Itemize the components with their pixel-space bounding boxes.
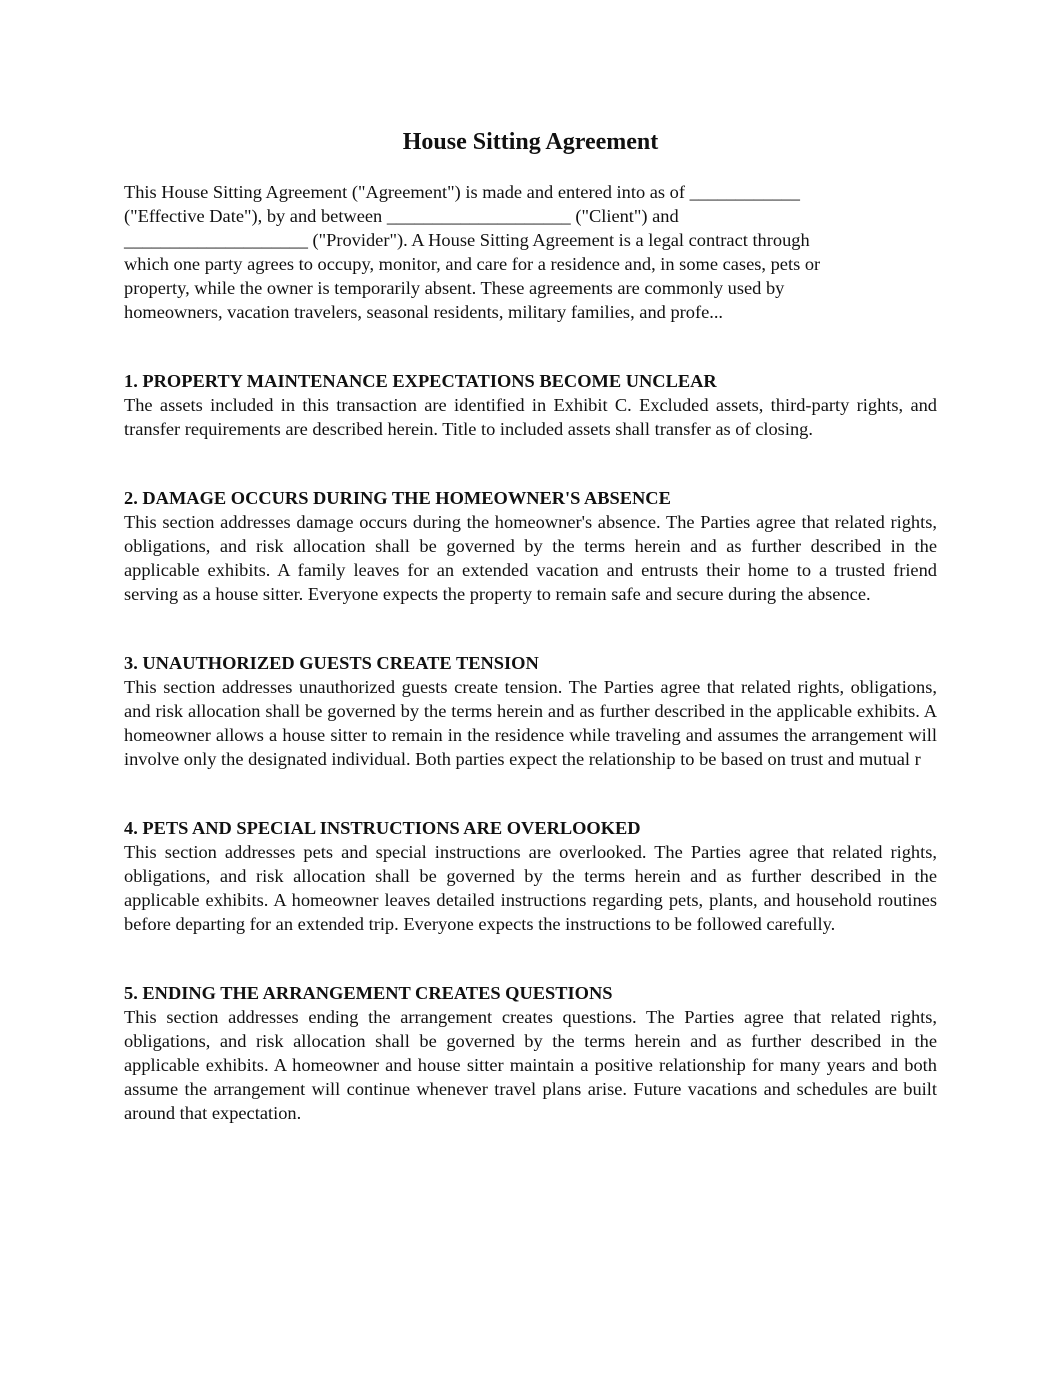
section-body: The assets included in this transaction are identified in Exhibit C. Excluded assets, third-party rights, and transfer requirements are described herein. Title to included assets shall transfer as of closing. (124, 395, 937, 439)
section-heading: 5. ENDING THE ARRANGEMENT CREATES QUESTIONS (124, 983, 613, 1003)
intro-line: which one party agrees to occupy, monitor, and care for a residence and, in some cases, pets or (124, 254, 821, 274)
intro-line: homeowners, vacation travelers, seasonal residents, military families, and profe... (124, 302, 724, 322)
section-heading: 3. UNAUTHORIZED GUESTS CREATE TENSION (124, 653, 539, 673)
section-body: This section addresses unauthorized guests create tension. The Parties agree that related rights, obligations, and risk allocation shall be governed by the terms herein and as further described in the applicable exhibits. A homeowner allows a house sitter to remain in the residence while traveling and assumes the arrangement will involve only the designated individual. Both parties expect the relationship to be based on trust and mutual r (124, 677, 937, 769)
section-body: This section addresses ending the arrangement creates questions. The Parties agree that related rights, obligations, and risk allocation shall be governed by the terms herein and as further described in the applicable exhibits. A homeowner and house sitter maintain a positive relationship for many years and both assume the arrangement will continue whenever travel plans arise. Future vacations and schedules are built around that expectation. (124, 1007, 937, 1123)
section-4 (124, 816, 937, 936)
section-3 (124, 651, 937, 771)
intro-line: ("Effective Date"), by and between ____________________ ("Client") and (124, 206, 679, 226)
section-heading: 4. PETS AND SPECIAL INSTRUCTIONS ARE OVERLOOKED (124, 818, 641, 838)
document-page (124, 122, 937, 1125)
intro-line: This House Sitting Agreement ("Agreement") is made and entered into as of ____________ (124, 182, 800, 202)
section-heading: 1. PROPERTY MAINTENANCE EXPECTATIONS BECOME UNCLEAR (124, 371, 717, 391)
document-title: House Sitting Agreement (402, 129, 659, 155)
section-body: This section addresses pets and special instructions are overlooked. The Parties agree that related rights, obligations, and risk allocation shall be governed by the terms herein and as further described in the applicable exhibits. A homeowner leaves detailed instructions regarding pets, plants, and household routines before departing for an extended trip. Everyone expects the instructions to be followed carefully. (124, 842, 937, 934)
section-2 (124, 486, 937, 606)
section-5 (124, 981, 937, 1125)
intro-line: property, while the owner is temporarily absent. These agreements are commonly used by (124, 278, 785, 298)
section-body: This section addresses damage occurs during the homeowner's absence. The Parties agree that related rights, obligations, and risk allocation shall be governed by the terms herein and as further described in the applicable exhibits. A family leaves for an extended vacation and entrusts their home to a trusted friend serving as a house sitter. Everyone expects the property to remain safe and secure during the absence. (124, 512, 937, 604)
intro-line: ____________________ ("Provider"). A House Sitting Agreement is a legal contract through (124, 230, 810, 250)
section-1 (124, 369, 937, 441)
section-heading: 2. DAMAGE OCCURS DURING THE HOMEOWNER'S ABSENCE (124, 488, 671, 508)
intro-paragraph (124, 180, 937, 324)
